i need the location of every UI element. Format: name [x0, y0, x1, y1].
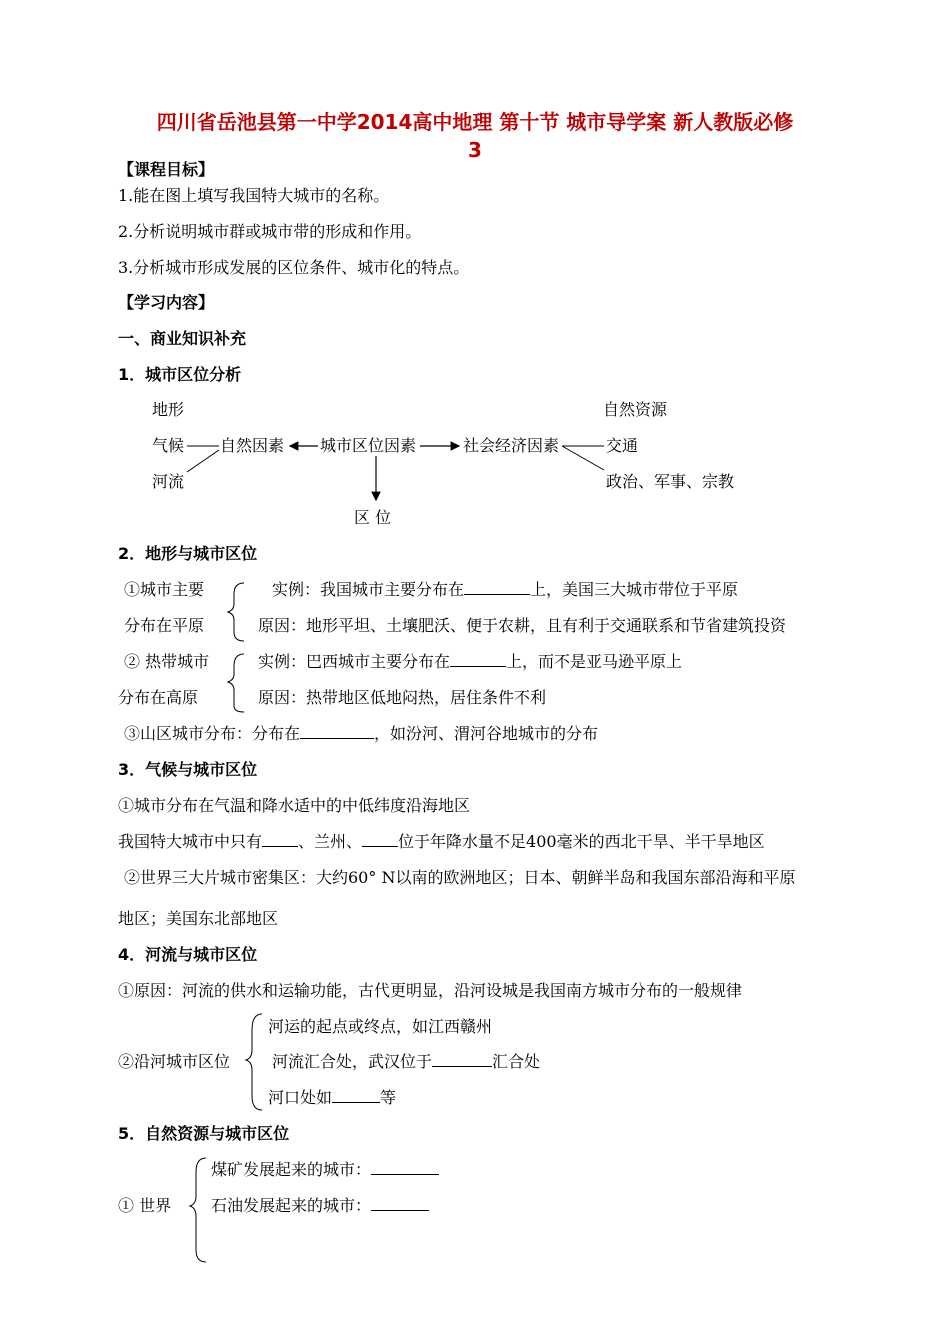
answer-blank[interactable] — [464, 580, 530, 595]
climate-line-3: ②世界三大片城市密集区：大约60° N以南的欧洲地区；日本、朝鲜半岛和我国东部沿海和平原 — [124, 868, 796, 887]
world-label: ① 世界 — [118, 1196, 172, 1215]
mountain-distribution: ③山区城市分布：分布在 ，如汾河、渭河谷地城市的分布 — [124, 724, 599, 743]
terrain-label: 地形 — [152, 400, 185, 419]
answer-blank[interactable] — [300, 724, 374, 739]
location-factors-label: 城市区位因素 — [320, 436, 417, 455]
plain-example: 实例：我国城市主要分布在 上，美国三大城市带位于平原 — [272, 580, 739, 599]
river-reason: ①原因：河流的供水和运输功能，古代更明显，沿河设城是我国南方城市分布的一般规律 — [118, 981, 743, 1000]
plain-reason: 原因：地形平坦、土壤肥沃、便于农耕，且有利于交通联系和节省建筑投资 — [258, 616, 787, 635]
climate-line-1: ①城市分布在气温和降水适中的中低纬度沿海地区 — [118, 796, 471, 815]
river-item-2: 河流汇合处，武汉位于 汇合处 — [272, 1052, 541, 1071]
doc-title-line1: 四川省岳池县第一中学2014高中地理 第十节 城市导学案 新人教版必修 — [156, 110, 794, 134]
section-2-heading: 2．地形与城市区位 — [118, 544, 258, 563]
answer-blank[interactable] — [432, 1052, 492, 1067]
coal-cities: 煤矿发展起来的城市： — [211, 1160, 439, 1180]
plateau-example: 实例：巴西城市主要分布在 上，而不是亚马逊平原上 — [258, 652, 683, 671]
doc-title-line2: 3 — [468, 138, 482, 162]
goal-3: 3.分析城市形成发展的区位条件、城市化的特点。 — [118, 258, 470, 277]
plain-label-2: 分布在平原 — [124, 616, 205, 635]
plateau-label-1: ② 热带城市 — [124, 652, 210, 671]
plain-label-1: ①城市主要 — [124, 580, 205, 599]
section-5-heading: 5．自然资源与城市区位 — [118, 1124, 290, 1143]
part-1-heading: 一、商业知识补充 — [118, 329, 247, 348]
content-header: 【学习内容】 — [118, 293, 215, 312]
river-item-1: 河运的起点或终点，如江西赣州 — [268, 1017, 493, 1036]
answer-blank[interactable] — [262, 832, 298, 847]
climate-line-2: 我国特大城市中只有 、兰州、 位于年降水量不足400毫米的西北干旱、半干旱地区 — [118, 832, 765, 851]
natural-resources-label: 自然资源 — [603, 400, 668, 419]
climate-line-4: 地区；美国东北部地区 — [118, 909, 279, 928]
traffic-label: 交通 — [606, 436, 639, 455]
politics-label: 政治、军事、宗教 — [606, 472, 735, 491]
oil-cities: 石油发展起来的城市： — [211, 1196, 429, 1216]
goal-2: 2.分析说明城市群或城市带的形成和作用。 — [118, 222, 422, 241]
answer-blank[interactable] — [450, 652, 506, 667]
climate-label: 气候 — [152, 436, 185, 455]
plateau-reason: 原因：热带地区低地闷热，居住条件不利 — [258, 688, 547, 707]
section-4-heading: 4．河流与城市区位 — [118, 945, 258, 964]
answer-blank[interactable] — [371, 1160, 439, 1175]
section-3-heading: 3．气候与城市区位 — [118, 760, 258, 779]
natural-factors-label: 自然因素 — [220, 436, 285, 455]
section-1-heading: 1．城市区位分析 — [118, 365, 242, 384]
location-label: 区 位 — [354, 508, 392, 527]
plateau-label-2: 分布在高原 — [118, 688, 199, 707]
goal-1: 1.能在图上填写我国特大城市的名称。 — [118, 186, 390, 205]
answer-blank[interactable] — [371, 1196, 429, 1211]
goals-header: 【课程目标】 — [118, 160, 215, 179]
answer-blank[interactable] — [362, 832, 398, 847]
socioeconomic-factors-label: 社会经济因素 — [463, 436, 560, 455]
answer-blank[interactable] — [332, 1088, 380, 1103]
river-item-3: 河口处如 等 — [268, 1088, 397, 1107]
river-label: 河流 — [152, 472, 185, 491]
river-location-label: ②沿河城市区位 — [118, 1052, 231, 1071]
